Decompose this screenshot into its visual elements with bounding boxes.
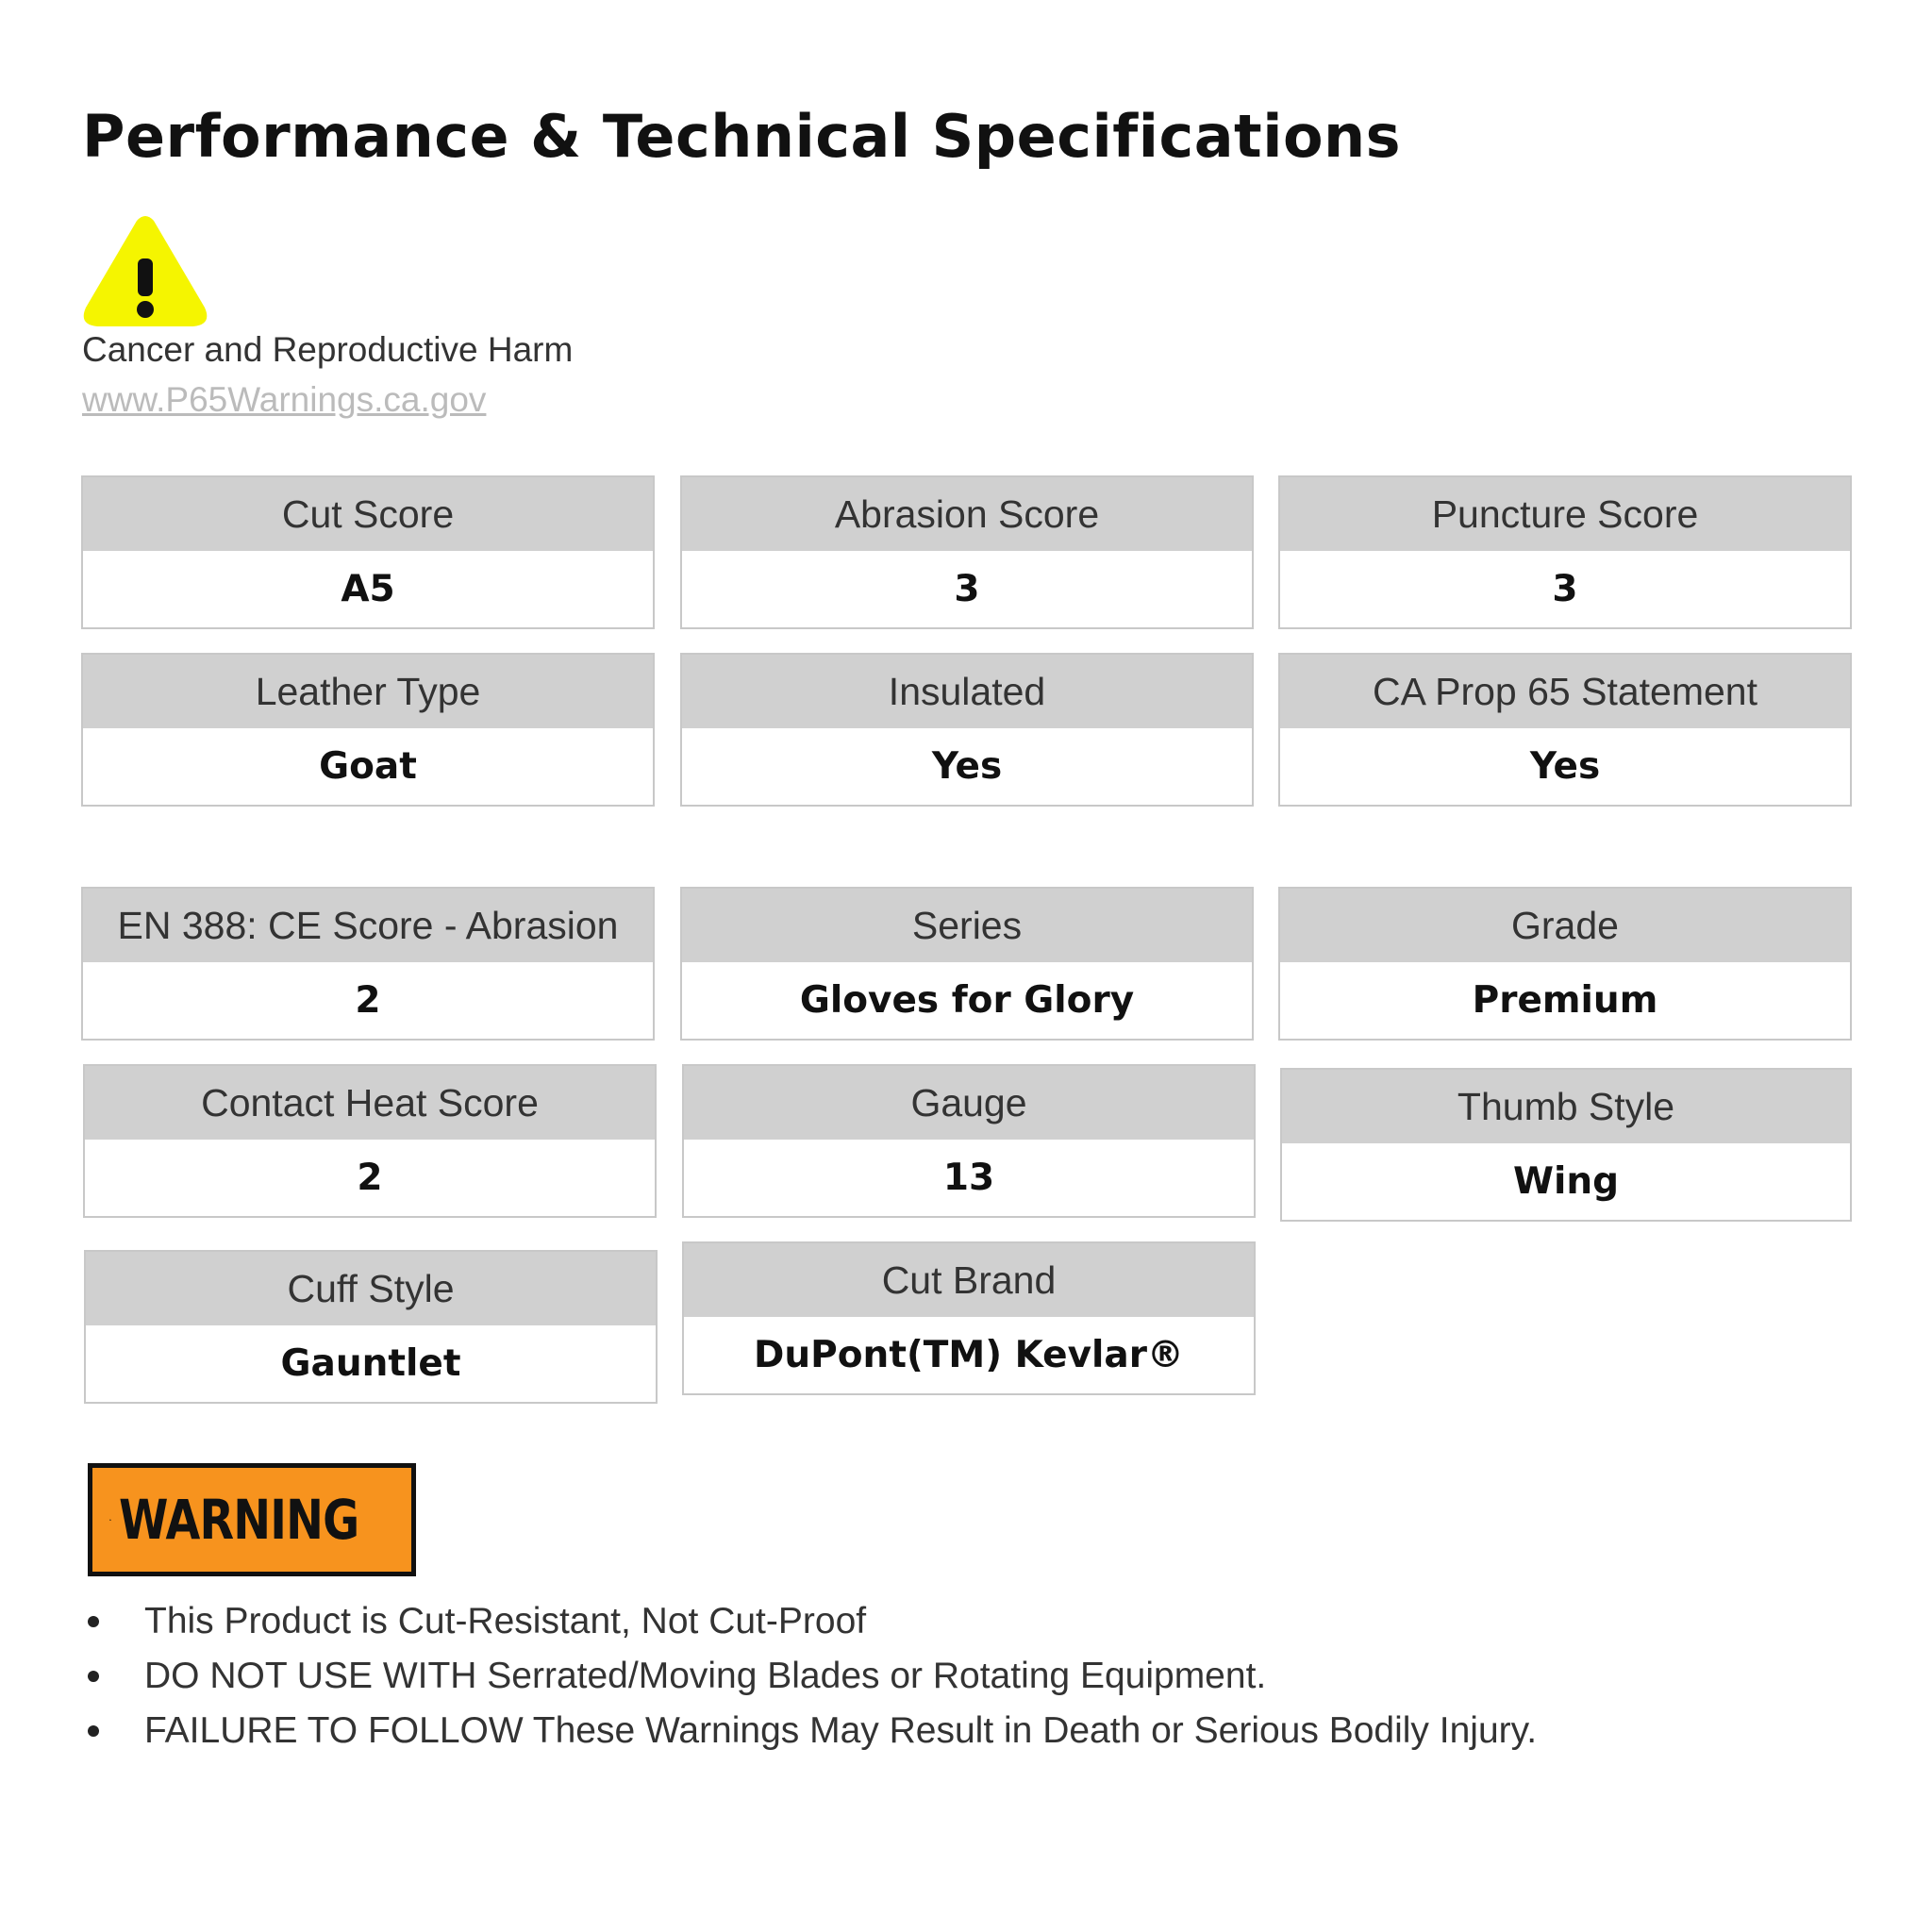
spec-label: Cuff Style [86, 1252, 656, 1325]
spec-value: 13 [942, 1157, 995, 1199]
spec-value: Yes [1529, 745, 1601, 788]
spec-card-thumb-style [1280, 1068, 1852, 1222]
warning-badge [88, 1463, 416, 1576]
spec-value: Goat [319, 745, 417, 788]
spec-value: DuPont(TM) Kevlar® [754, 1334, 1184, 1376]
spec-label: Cut Brand [684, 1243, 1254, 1317]
bullet-icon [88, 1616, 99, 1627]
spec-card-ca-prop-65 [1278, 653, 1852, 807]
prop65-link[interactable]: www.P65Warnings.ca.gov [82, 380, 487, 419]
bullet-icon [88, 1671, 99, 1682]
spec-card-en388-abrasion [81, 887, 655, 1041]
spec-card-leather-type [81, 653, 655, 807]
spec-card-abrasion-score [680, 475, 1254, 629]
prop65-warning-text: Cancer and Reproductive Harm [82, 330, 574, 369]
warning-list [88, 1594, 1559, 1758]
spec-value: Gauntlet [280, 1342, 461, 1385]
spec-value: Gloves for Glory [799, 979, 1135, 1022]
warning-item-text: FAILURE TO FOLLOW These Warnings May Result in Death or Serious Bodily Injury. [144, 1710, 1538, 1751]
warning-item-text: DO NOT USE WITH Serrated/Moving Blades or Rotating Equipment. [144, 1656, 1267, 1696]
spec-label: Series [682, 889, 1252, 962]
spec-label: Thumb Style [1282, 1070, 1850, 1143]
spec-card-cut-brand [682, 1241, 1256, 1395]
spec-label: Abrasion Score [682, 477, 1252, 551]
spec-card-series [680, 887, 1254, 1041]
alert-triangle-icon [109, 1482, 111, 1557]
spec-card-grade [1278, 887, 1852, 1041]
list-item [88, 1704, 1559, 1758]
page-title: Performance & Technical Specifications [82, 102, 1402, 171]
spec-value: Yes [931, 745, 1003, 788]
spec-label: Leather Type [83, 655, 653, 728]
spec-label: Contact Heat Score [85, 1066, 655, 1140]
prop65-icon-wrap [80, 213, 210, 330]
spec-label: Gauge [684, 1066, 1254, 1140]
spec-card-insulated [680, 653, 1254, 807]
spec-value: 2 [357, 1157, 383, 1199]
warning-triangle-icon [80, 213, 210, 330]
spec-label: Cut Score [83, 477, 653, 551]
spec-value: 3 [954, 568, 980, 610]
warning-label: WARNING [118, 1488, 359, 1552]
list-item [88, 1594, 1559, 1649]
spec-label: Puncture Score [1280, 477, 1850, 551]
spec-label: EN 388: CE Score - Abrasion [83, 889, 653, 962]
spec-value: 2 [355, 979, 381, 1022]
spec-value: Wing [1512, 1160, 1620, 1203]
spec-card-cut-score [81, 475, 655, 629]
bullet-icon [88, 1725, 99, 1737]
list-item [88, 1649, 1559, 1704]
spec-value: 3 [1552, 568, 1578, 610]
spec-value: Premium [1472, 979, 1658, 1022]
spec-label: CA Prop 65 Statement [1280, 655, 1850, 728]
spec-value: A5 [341, 568, 395, 610]
spec-card-puncture-score [1278, 475, 1852, 629]
spec-label: Insulated [682, 655, 1252, 728]
spec-card-contact-heat [83, 1064, 657, 1218]
spec-card-cuff-style [84, 1250, 658, 1404]
spec-card-gauge [682, 1064, 1256, 1218]
spec-label: Grade [1280, 889, 1850, 962]
warning-item-text: This Product is Cut-Resistant, Not Cut-Proof [144, 1601, 867, 1641]
